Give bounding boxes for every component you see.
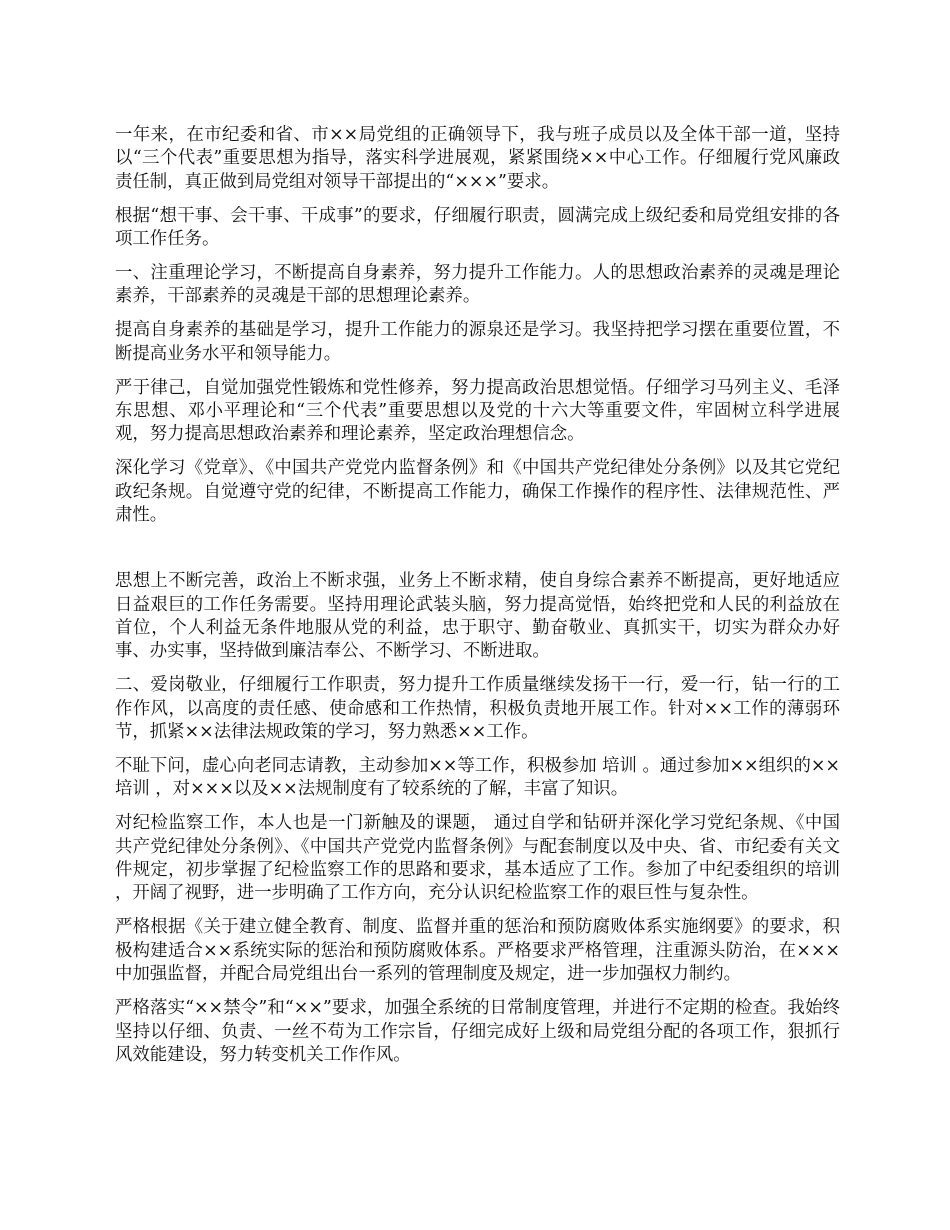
paragraph: 一年来，在市纪委和省、市××局党组的正确领导下，我与班子成员以及全体干部一道，坚持以“三个代表”重要思想为指导，落实科学进展观，紧紧围绕××中心工作。仔细履行党风廉政责任制，真正做到局党组对领导干部提出的“×××”要求。 [115, 125, 840, 192]
paragraph: 思想上不断完善，政治上不断求强，业务上不断求精，使自身综合素养不断提高，更好地适应日益艰巨的工作任务需要。坚持用理论武装头脑，努力提高觉悟，始终把党和人民的利益放在首位，个人利益无条件地服从党的利益，忠于职守、勤奋敬业、真抓实干，切实为群众办好事、办实事，坚持做到廉洁奉公、不断学习、不断进取。 [115, 571, 840, 662]
paragraph: 二、爱岗敬业，仔细履行工作职责，努力提升工作质量继续发扬干一行，爱一行，钻一行的工作作风，以高度的责任感、使命感和工作热情，积极负责地开展工作。针对××工作的薄弱环节，抓紧××法律法规政策的学习，努力熟悉××工作。 [115, 675, 840, 743]
paragraph: 严格根据《关于建立健全教育、制度、监督并重的惩治和预防腐败体系实施纲要》的要求，积极构建适合××系统实际的惩治和预防腐败体系。严格要求严格管理，注重源头防治，在×××中加强监督，并配合局党组出台一系列的管理制度及规定，进一步加强权力制约。 [115, 917, 840, 985]
paragraph: 对纪检监察工作，本人也是一门新触及的课题， 通过自学和钻研并深化学习党纪条规、《中国共产党纪律处分条例》、《中国共产党党内监督条例》与配套制度以及中央、省、市纪委有关文件规定，初步掌握了纪检监察工作的思路和要求，基本适应了工作。参加了中纪委组织的培训 ，开阔了视野，进一步明确了工作方向，充分认识纪检监察工作的艰巨性与复杂性。 [115, 813, 840, 904]
section-spacer [115, 538, 840, 570]
paragraph: 一、注重理论学习，不断提高自身素养，努力提升工作能力。人的思想政治素养的灵魂是理论素养，干部素养的灵魂是干部的思想理论素养。 [115, 263, 840, 307]
paragraph: 根据“想干事、会干事、干成事”的要求，仔细履行职责，圆满完成上级纪委和局党组安排的各项工作任务。 [115, 205, 840, 250]
paragraph: 提高自身素养的基础是学习，提升工作能力的源泉还是学习。我坚持把学习摆在重要位置，不断提高业务水平和领导能力。 [115, 320, 840, 364]
paragraph: 深化学习《党章》、《中国共产党党内监督条例》和《中国共产党纪律处分条例》以及其它党纪政纪条规。自觉遵守党的纪律，不断提高工作能力，确保工作操作的程序性、法律规范性、严肃性。 [115, 458, 840, 526]
paragraph: 不耻下问，虚心向老同志请教，主动参加××等工作，积极参加 培训 。通过参加××组织的×× 培训 ，对×××以及××法规制度有了较系统的了解，丰富了知识。 [115, 755, 840, 800]
paragraph: 严于律己，自觉加强党性锻炼和党性修养，努力提高政治思想觉悟。仔细学习马列主义、毛泽东思想、邓小平理论和“三个代表”重要思想以及党的十六大等重要文件，牢固树立科学进展观，努力提高思想政治素养和理论素养，坚定政治理想信念。 [115, 377, 840, 445]
paragraph: 严格落实“××禁令”和“××”要求，加强全系统的日常制度管理，并进行不定期的检查。我始终坚持以仔细、负责、一丝不苟为工作宗旨，仔细完成好上级和局党组分配的各项工作，狠抓行风效能建设，努力转变机关工作作风。 [115, 998, 840, 1065]
document-body [115, 124, 840, 1078]
